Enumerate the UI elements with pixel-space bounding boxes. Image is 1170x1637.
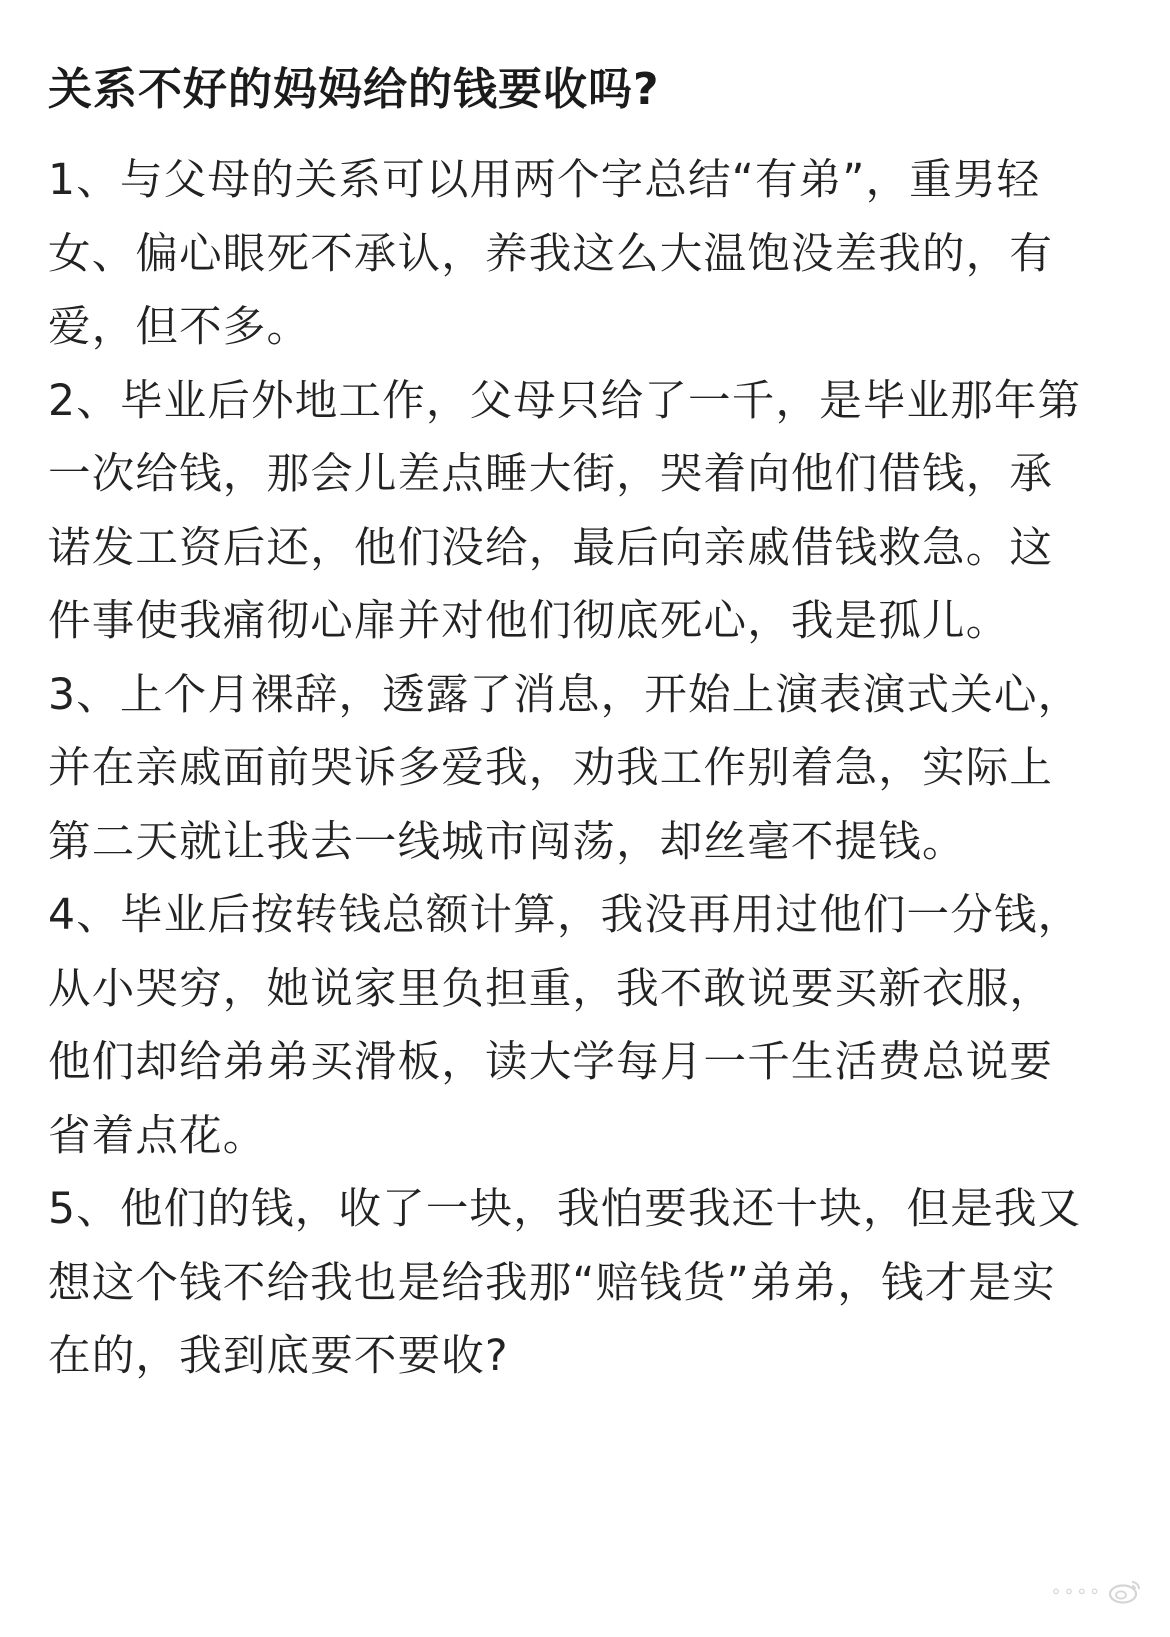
paragraph-4: 4、毕业后按转钱总额计算，我没再用过他们一分钱，从小哭穷，她说家里负担重，我不敢说要买新衣服，他们却给弟弟买滑板，读大学每月一千生活费总说要省着点花。 — [48, 891, 1082, 1161]
weibo-logo-icon — [1108, 1578, 1142, 1604]
post-card — [48, 58, 1088, 1394]
paragraph-1: 1、与父母的关系可以用两个字总结“有弟”，重男轻女、偏心眼死不承认，养我这么大温饱没差我的，有爱，但不多。 — [48, 156, 1054, 352]
watermark-dots: ∘∘∘∘ — [1050, 1580, 1102, 1602]
watermark — [1022, 1571, 1142, 1611]
post-body — [48, 144, 1088, 1394]
paragraph-5: 5、他们的钱，收了一块，我怕要我还十块，但是我又想这个钱不给我也是给我那“赔钱货”弟弟，钱才是实在的，我到底要不要收? — [48, 1185, 1082, 1381]
paragraph-3: 3、上个月裸辞，透露了消息，开始上演表演式关心，并在亲戚面前哭诉多爱我，劝我工作别着急，实际上第二天就让我去一线城市闯荡，却丝毫不提钱。 — [48, 670, 1082, 867]
post-title: 关系不好的妈妈给的钱要收吗? — [48, 64, 660, 115]
paragraph-2: 2、毕业后外地工作，父母只给了一千，是毕业那年第一次给钱，那会儿差点睡大街，哭着向他们借钱，承诺发工资后还，他们没给，最后向亲戚借钱救急。这件事使我痛彻心扉并对他们彻底死心，我是孤儿。 — [48, 376, 1082, 646]
